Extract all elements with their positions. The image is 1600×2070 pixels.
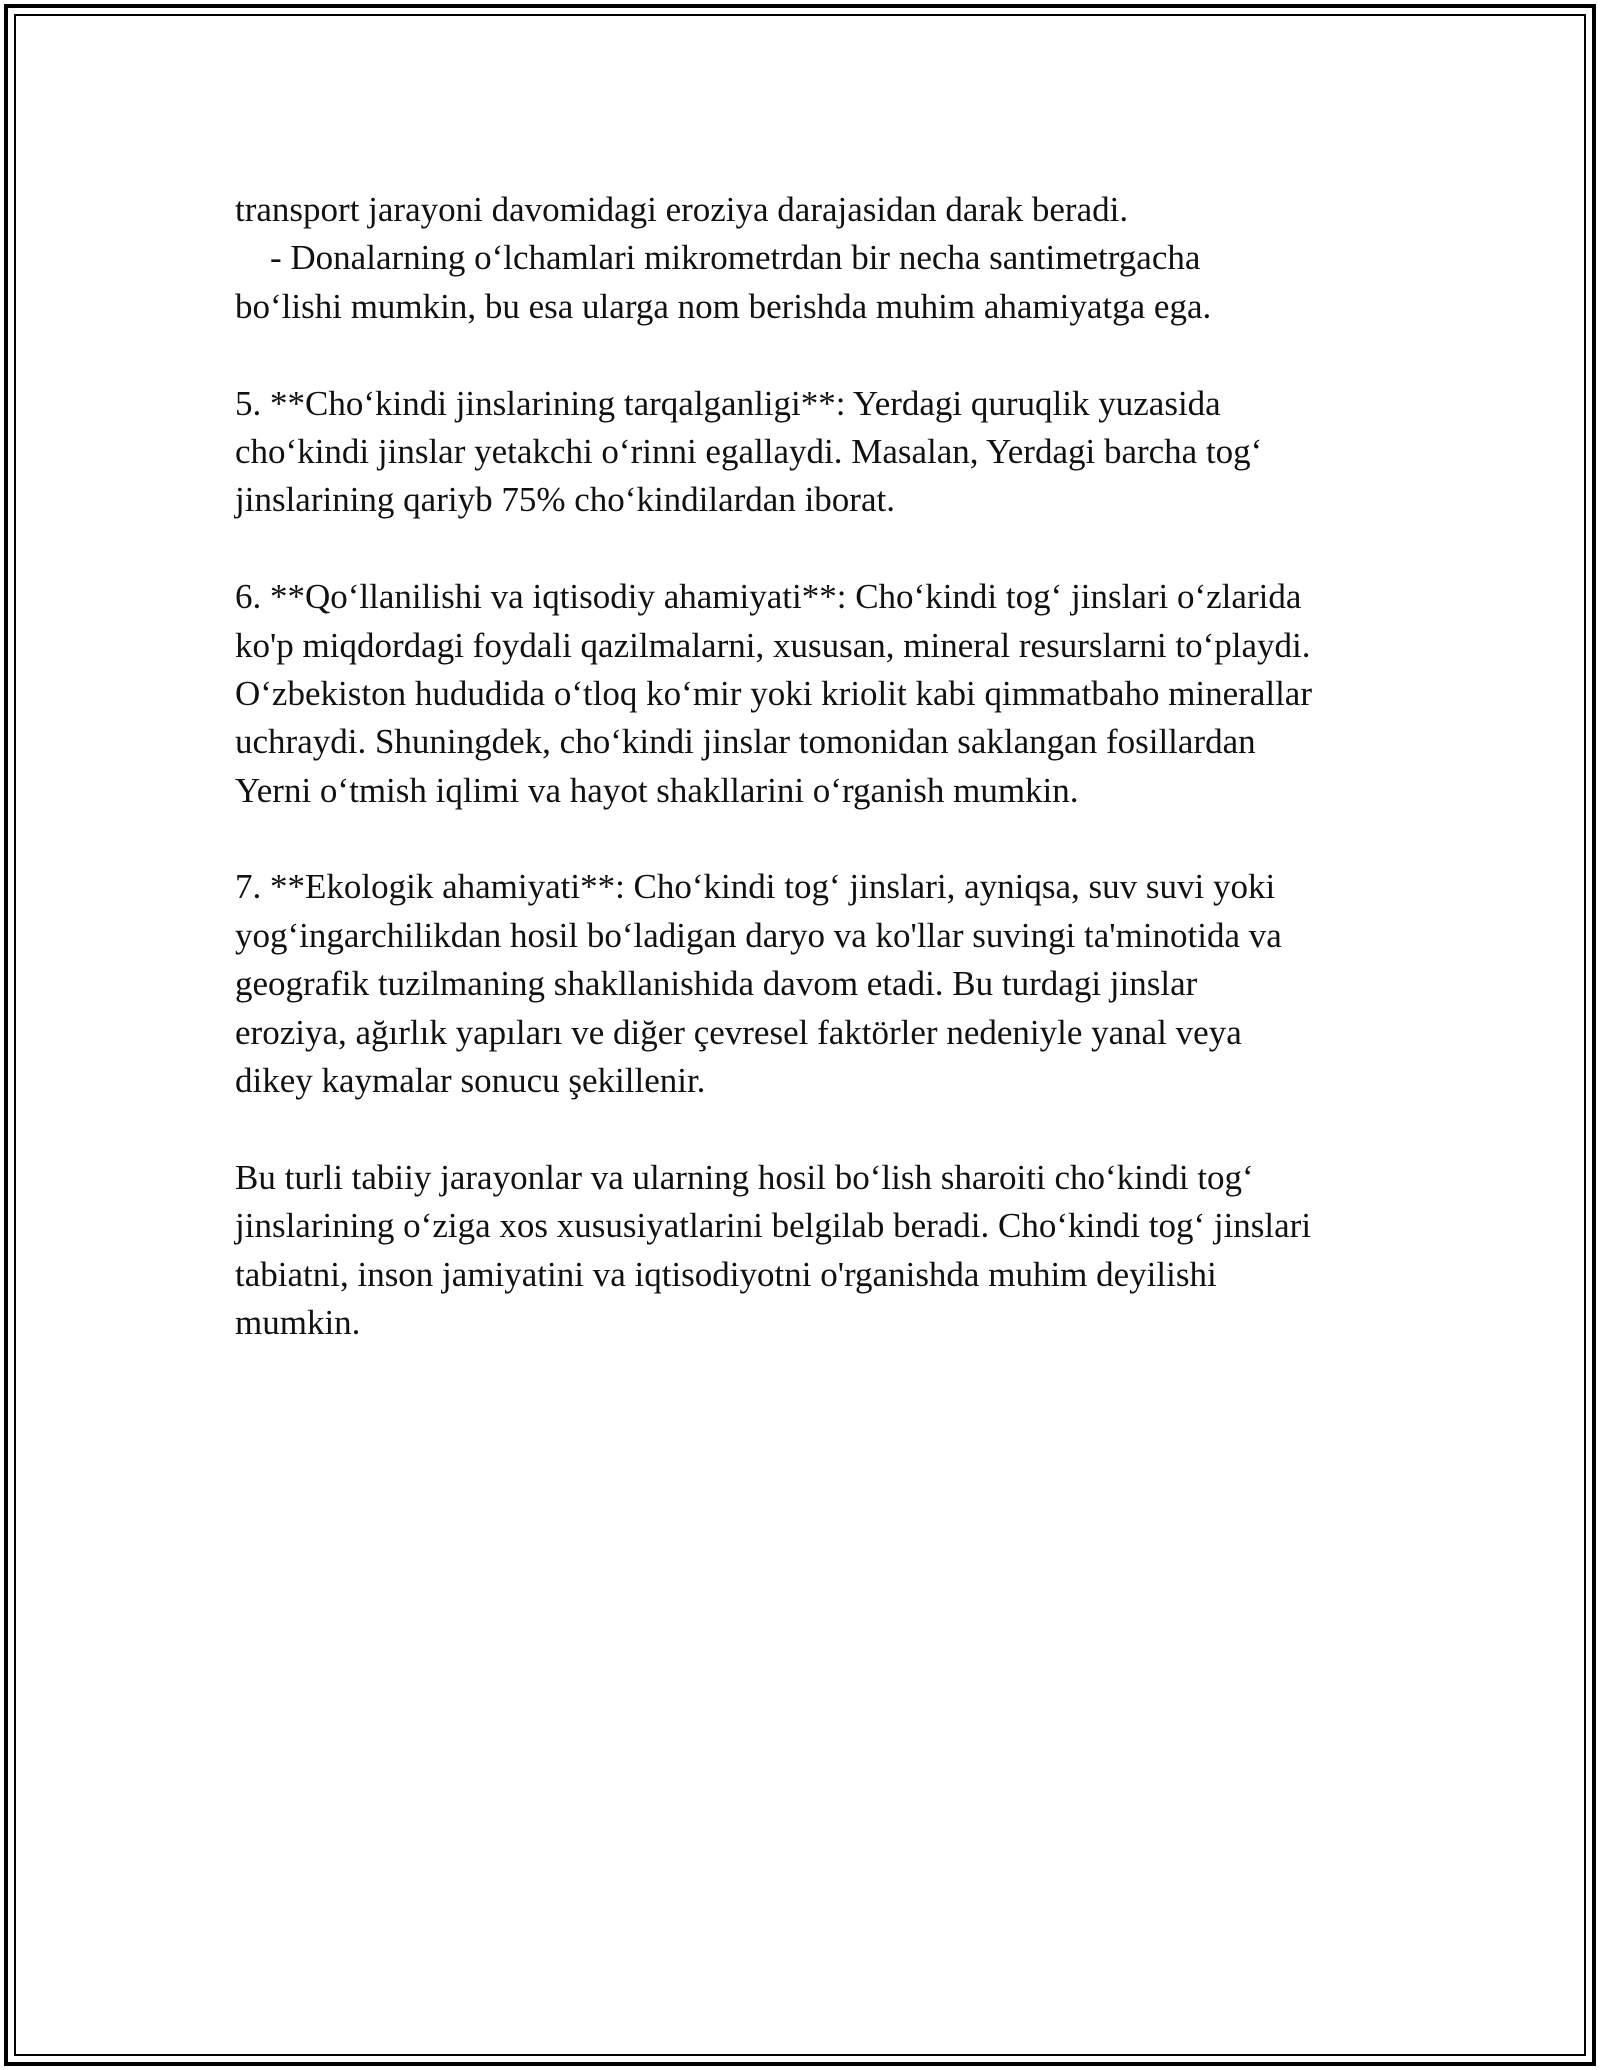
text-line: mumkin. [235,1302,361,1342]
text-line: - Donalarning o‘lchamlari mikrometrdan bir necha santimetrgacha [235,238,1201,278]
text-line: yog‘ingarchilikdan hosil bo‘ladigan daryo va ko'llar suvingi ta'minotida va [235,915,1282,955]
text-line: transport jarayoni davomidagi eroziya darajasidan darak beradi. [235,190,1129,229]
paragraph-gap [235,1105,1415,1153]
text-line: jinslarining qariyb 75% cho‘kindilardan iborat. [235,480,895,520]
text-line: ko'p miqdordagi foydali qazilmalarni, xususan, mineral resurslarni to‘playdi. [235,625,1311,665]
text-line: 6. **Qo‘llanilishi va iqtisodiy ahamiyati**: Cho‘kindi tog‘ jinslari o‘zlarida [235,577,1302,617]
paragraph-gap [235,331,1415,379]
text-line: Bu turli tabiiy jarayonlar va ularning hosil bo‘lish sharoiti cho‘kindi tog‘ [235,1157,1254,1197]
paragraph-gap [235,815,1415,863]
text-line: dikey kaymalar sonucu şekillenir. [235,1061,706,1101]
text-line: O‘zbekiston hududida o‘tloq ko‘mir yoki kriolit kabi qimmatbaho minerallar [235,673,1313,713]
document-text [235,186,1415,1347]
text-line: cho‘kindi jinslar yetakchi o‘rinni egallaydi. Masalan, Yerdagi barcha tog‘ [235,431,1263,471]
text-line: eroziya, ağırlık yapıları ve diğer çevresel faktörler nedeniyle yanal veya [235,1012,1242,1052]
text-line: bo‘lishi mumkin, bu esa ularga nom berishda muhim ahamiyatga ega. [235,286,1212,326]
text-line: jinslarining o‘ziga xos xususiyatlarini belgilab beradi. Cho‘kindi tog‘ jinslari [235,1206,1312,1246]
paragraph-gap [235,525,1415,573]
text-line: tabiatni, inson jamiyatini va iqtisodiyotni o'rganishda muhim deyilishi [235,1254,1217,1294]
text-line: Yerni o‘tmish iqlimi va hayot shakllarini o‘rganish mumkin. [235,770,1079,810]
text-line: uchraydi. Shuningdek, cho‘kindi jinslar tomonidan saklangan fosillardan [235,722,1256,762]
text-line: 5. **Cho‘kindi jinslarining tarqalganligi**: Yerdagi quruqlik yuzasida [235,383,1221,423]
text-line: 7. **Ekologik ahamiyati**: Cho‘kindi tog‘ jinslari, ayniqsa, suv suvi yoki [235,867,1276,907]
text-line: geografik tuzilmaning shakllanishida davom etadi. Bu turdagi jinslar [235,964,1198,1004]
